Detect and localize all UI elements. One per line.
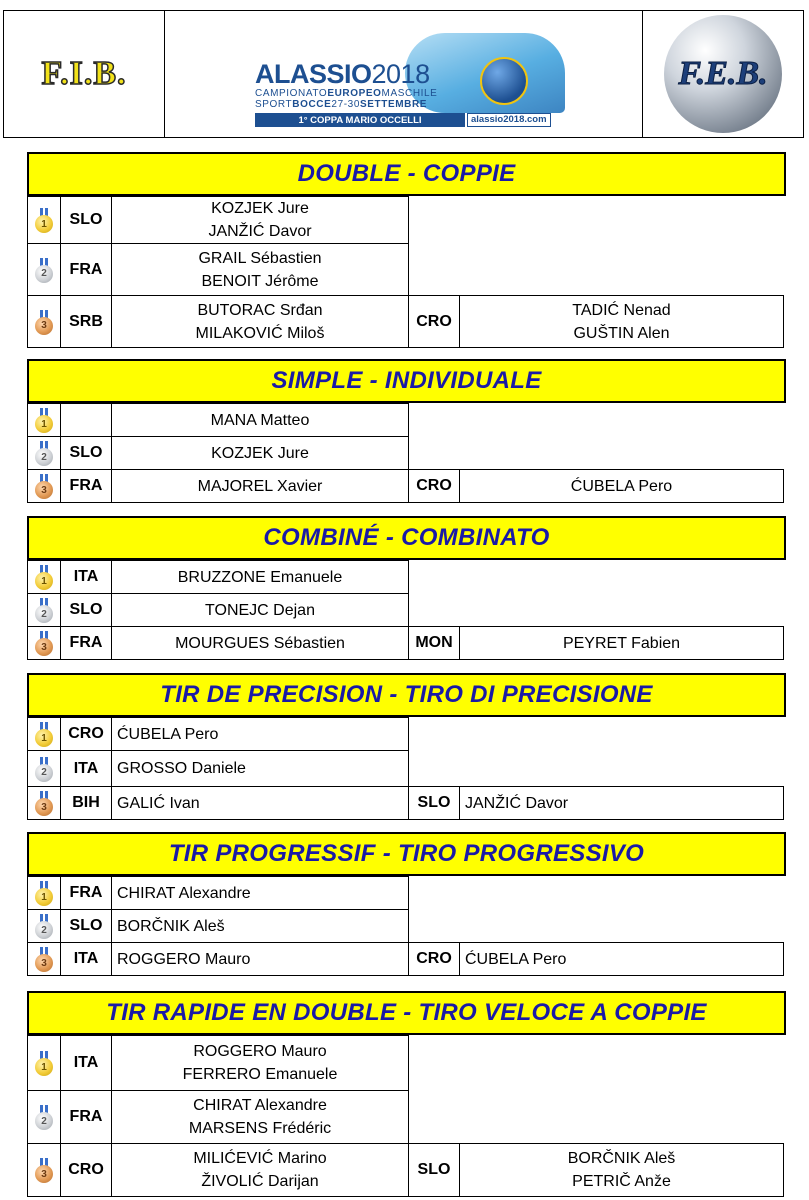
nation-code: CRO: [60, 717, 112, 751]
result-row: [27, 403, 409, 436]
player-name: ROGGERO Mauro: [193, 1043, 327, 1060]
medal-rank: 1: [35, 1058, 53, 1076]
section-title: TIR PROGRESSIF - TIRO PROGRESSIVO: [27, 832, 786, 876]
medal-cell: [27, 1143, 61, 1197]
player-names: [111, 243, 409, 296]
result-section: [27, 991, 786, 1196]
header-banner: [3, 10, 804, 138]
section-title: DOUBLE - COPPIE: [27, 152, 786, 196]
section-rows: [27, 876, 786, 975]
medal-cell: [27, 750, 61, 787]
medal-rank: 2: [35, 605, 53, 623]
player-names: [111, 909, 409, 943]
medal-cell: [27, 243, 61, 296]
result-row: [27, 626, 786, 659]
player-name: KOZJEK Jure: [211, 444, 309, 462]
nation-code: BIH: [60, 786, 112, 820]
medal-cell: [27, 403, 61, 437]
player-names: [111, 717, 409, 751]
section-title: TIR RAPIDE EN DOUBLE - TIRO VELOCE A COPPIE: [27, 991, 786, 1035]
nation-code: ITA: [60, 942, 112, 976]
result-row: [27, 295, 786, 347]
nation-code: FRA: [60, 469, 112, 503]
nation-code: SRB: [60, 295, 112, 348]
medal-rank: 1: [35, 729, 53, 747]
result-row: [27, 469, 786, 502]
nation-code: ITA: [60, 560, 112, 594]
section-title: TIR DE PRECISION - TIRO DI PRECISIONE: [27, 673, 786, 717]
result-row: [27, 436, 409, 469]
gold-medal-icon: [35, 208, 53, 232]
event-subtitle-2: SPORTBOCCE27-30SETTEMBRE: [255, 99, 428, 110]
medal-rank: 1: [35, 415, 53, 433]
medal-rank: 3: [35, 954, 53, 972]
player-name: FERRERO Emanuele: [182, 1066, 338, 1083]
player-name: JANŽIĆ Davor: [208, 223, 312, 240]
player-names: [111, 403, 409, 437]
result-row: [27, 1035, 409, 1090]
player-name: MARSENS Frédéric: [188, 1120, 332, 1137]
player-names: [111, 436, 409, 470]
section-rows: [27, 403, 786, 502]
section-rows: [27, 560, 786, 659]
bocce-ball-icon: [480, 57, 528, 105]
player-name: BORČNIK Aleš: [117, 917, 225, 935]
result-row: [27, 717, 409, 750]
gold-medal-icon: [35, 408, 53, 432]
nation-code-second-bronze: CRO: [408, 295, 460, 348]
player-names: [111, 560, 409, 594]
medal-cell: [27, 909, 61, 943]
result-section: [27, 516, 786, 659]
nation-code: SLO: [60, 196, 112, 244]
feb-logo: [643, 11, 803, 137]
medal-cell: [27, 1090, 61, 1144]
nation-code: ITA: [60, 1035, 112, 1091]
player-name: ĆUBELA Pero: [570, 477, 673, 495]
player-names-second-bronze: [459, 786, 784, 820]
medal-rank: 2: [35, 764, 53, 782]
nation-code-second-bronze: MON: [408, 626, 460, 660]
bronze-medal-icon: [35, 631, 53, 655]
player-names-second-bronze: [459, 295, 784, 348]
nation-code-second-bronze: SLO: [408, 1143, 460, 1197]
result-row: [27, 560, 409, 593]
player-name: MAJOREL Xavier: [197, 477, 323, 495]
fib-logo-text: F.I.B.: [41, 55, 126, 93]
event-subtitle-1: CAMPIONATOEUROPEOMASCHILE: [255, 88, 438, 99]
event-title: ALASSIO2018: [255, 59, 430, 89]
medal-rank: 1: [35, 572, 53, 590]
player-name: BENOIT Jérôme: [201, 272, 319, 290]
bronze-medal-icon: [35, 310, 53, 334]
player-names: [111, 786, 409, 820]
bronze-medal-icon: [35, 1158, 53, 1182]
medal-cell: [27, 1035, 61, 1091]
result-section: [27, 359, 786, 502]
silver-medal-icon: [35, 441, 53, 465]
nation-code: CRO: [60, 1143, 112, 1197]
medal-rank: 2: [35, 448, 53, 466]
gold-medal-icon: [35, 722, 53, 746]
player-name: PETRIČ Anže: [572, 1173, 671, 1190]
result-row: [27, 593, 409, 626]
player-names: [111, 1035, 409, 1091]
player-name: KOZJEK Jure: [211, 200, 309, 217]
player-names: [111, 876, 409, 910]
nation-code: ITA: [60, 750, 112, 787]
nation-code: FRA: [60, 1090, 112, 1144]
player-names: [111, 196, 409, 244]
player-names-second-bronze: [459, 942, 784, 976]
player-name: GRAIL Sébastien: [198, 249, 322, 267]
gold-medal-icon: [35, 1051, 53, 1075]
result-row: [27, 750, 409, 786]
bronze-medal-icon: [35, 474, 53, 498]
medal-cell: [27, 560, 61, 594]
silver-medal-icon: [35, 1105, 53, 1129]
result-row: [27, 942, 786, 975]
nation-code: SLO: [60, 436, 112, 470]
silver-medal-icon: [35, 757, 53, 781]
medal-cell: [27, 876, 61, 910]
section-title: SIMPLE - INDIVIDUALE: [27, 359, 786, 403]
section-rows: [27, 196, 786, 347]
bronze-medal-icon: [35, 947, 53, 971]
result-row: [27, 909, 409, 942]
medal-cell: [27, 295, 61, 348]
nation-code: SLO: [60, 593, 112, 627]
medal-cell: [27, 196, 61, 244]
player-name: GUŠTIN Alen: [573, 324, 670, 342]
player-name: ŽIVOLIĆ Darijan: [201, 1173, 319, 1190]
player-names: [111, 942, 409, 976]
player-names: [111, 750, 409, 787]
fib-logo: [4, 11, 165, 137]
medal-rank: 1: [35, 888, 53, 906]
result-section: [27, 673, 786, 819]
player-name: BUTORAC Srđan: [197, 301, 323, 319]
player-names-second-bronze: [459, 469, 784, 503]
nation-code: [60, 403, 112, 437]
alassio-2018-logo: [165, 11, 643, 137]
silver-medal-icon: [35, 914, 53, 938]
nation-code-second-bronze: CRO: [408, 942, 460, 976]
medal-rank: 3: [35, 638, 53, 656]
medal-rank: 2: [35, 1112, 53, 1130]
player-name: BORČNIK Aleš: [567, 1150, 676, 1167]
event-url: alassio2018.com: [467, 113, 551, 127]
nation-code: SLO: [60, 909, 112, 943]
feb-logo-text: F.E.B.: [678, 55, 768, 92]
player-name: BRUZZONE Emanuele: [177, 568, 343, 586]
gold-medal-icon: [35, 565, 53, 589]
section-rows: [27, 1035, 786, 1196]
cup-banner: 1° COPPA MARIO OCCELLI: [255, 113, 465, 127]
player-name: GROSSO Daniele: [117, 760, 246, 777]
player-name: ROGGERO Mauro: [117, 950, 251, 968]
player-name: TADIĆ Nenad: [572, 301, 671, 319]
player-names-second-bronze: [459, 626, 784, 660]
result-section: [27, 832, 786, 975]
player-names-second-bronze: [459, 1143, 784, 1197]
silver-medal-icon: [35, 598, 53, 622]
nation-code: FRA: [60, 626, 112, 660]
result-row: [27, 196, 409, 243]
nation-code-second-bronze: CRO: [408, 469, 460, 503]
result-row: [27, 786, 786, 819]
player-name: ĆUBELA Pero: [117, 725, 219, 743]
medal-cell: [27, 469, 61, 503]
result-row: [27, 876, 409, 909]
result-row: [27, 243, 409, 295]
medal-rank: 3: [35, 317, 53, 335]
player-name: GALIĆ Ivan: [117, 794, 200, 812]
player-name: MANA Matteo: [210, 411, 310, 429]
player-name: ĆUBELA Pero: [465, 950, 567, 968]
player-names: [111, 626, 409, 660]
nation-code: FRA: [60, 243, 112, 296]
player-names: [111, 295, 409, 348]
player-name: MILIĆEVIĆ Marino: [193, 1150, 327, 1167]
nation-code: FRA: [60, 876, 112, 910]
section-title: COMBINÉ - COMBINATO: [27, 516, 786, 560]
medal-cell: [27, 942, 61, 976]
medal-rank: 2: [35, 921, 53, 939]
player-name: CHIRAT Alexandre: [117, 884, 251, 902]
result-row: [27, 1143, 786, 1196]
medal-rank: 2: [35, 265, 53, 283]
medal-cell: [27, 436, 61, 470]
medal-cell: [27, 593, 61, 627]
player-names: [111, 1143, 409, 1197]
result-row: [27, 1090, 409, 1143]
player-name: CHIRAT Alexandre: [193, 1097, 327, 1114]
silver-medal-icon: [35, 258, 53, 282]
medal-cell: [27, 626, 61, 660]
bronze-medal-icon: [35, 791, 53, 815]
player-names: [111, 593, 409, 627]
player-name: JANŽIĆ Davor: [465, 794, 569, 812]
medal-rank: 3: [35, 1165, 53, 1183]
player-names: [111, 1090, 409, 1144]
medal-rank: 3: [35, 481, 53, 499]
medal-rank: 3: [35, 798, 53, 816]
medal-cell: [27, 786, 61, 820]
medal-cell: [27, 717, 61, 751]
feb-ball-icon: [664, 15, 782, 133]
result-section: [27, 152, 786, 347]
player-name: MILAKOVIĆ Miloš: [195, 324, 325, 342]
medal-rank: 1: [35, 215, 53, 233]
player-name: PEYRET Fabien: [562, 634, 681, 652]
player-name: MOURGUES Sébastien: [175, 634, 345, 652]
gold-medal-icon: [35, 881, 53, 905]
player-name: TONEJC Dejan: [205, 601, 315, 619]
player-names: [111, 469, 409, 503]
section-rows: [27, 717, 786, 819]
nation-code-second-bronze: SLO: [408, 786, 460, 820]
